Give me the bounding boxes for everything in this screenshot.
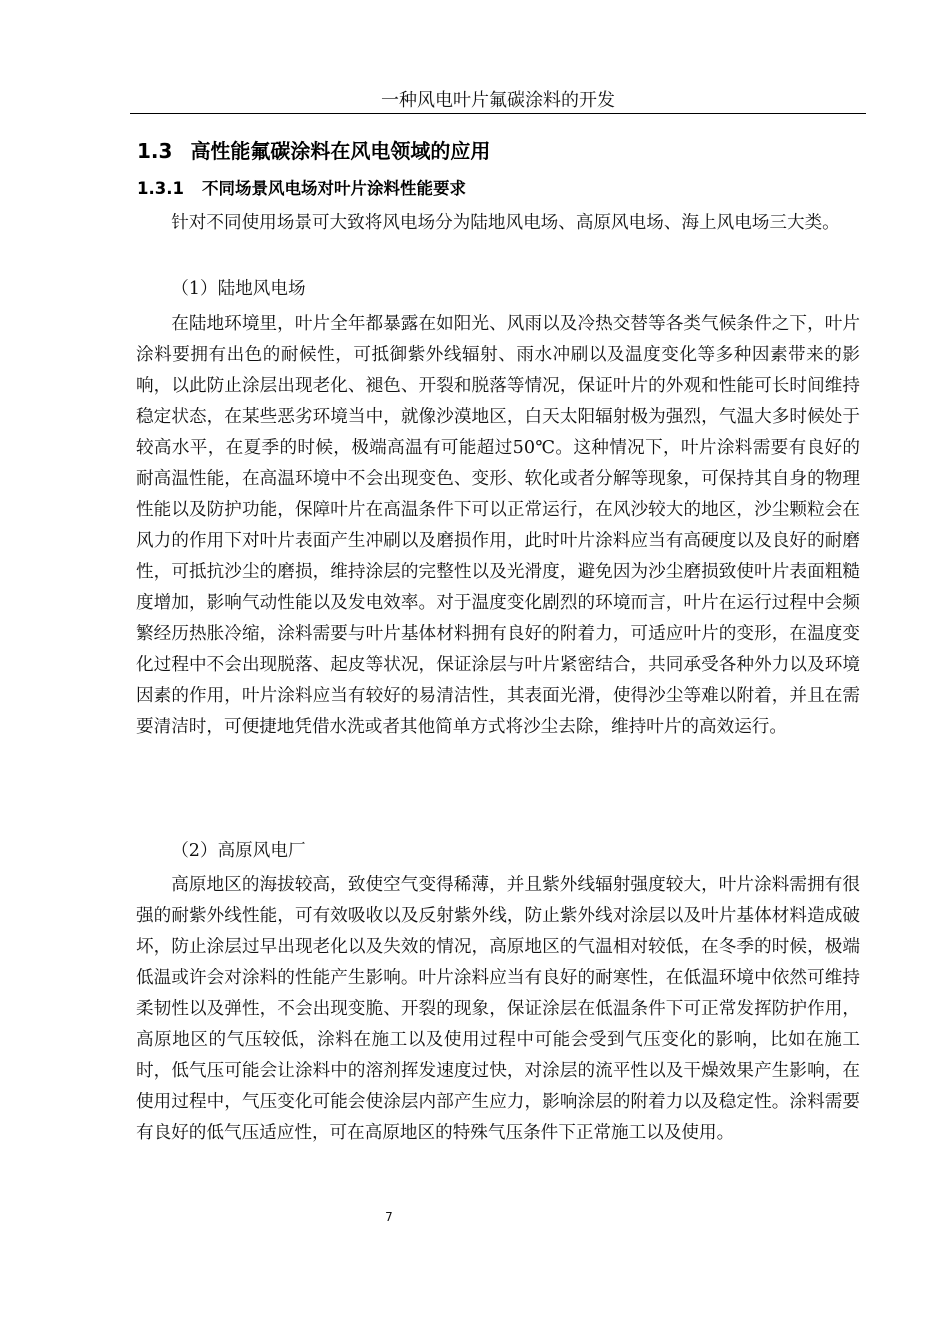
section-number: 1.3 (137, 139, 173, 163)
item1-heading: （1）陆地风电场 (171, 279, 306, 299)
item1-paragraph: 在陆地环境里，叶片全年都暴露在如阳光、风雨以及冷热交替等各类气候条件之下，叶片涂料要拥有出色的耐候性，可抵御紫外线辐射、雨水冲刷以及温度变化等多种因素带来的影响，以此防止涂层出现老化、褪色、开裂和脱落等情况，保证叶片的外观和性能可长时间维持稳定状态，在某些恶劣环境当中，就像沙漠地区，白天太阳辐射极为强烈，气温大多时候处于较高水平，在夏季的时候，极端高温有可能超过50℃。这种情况下，叶片涂料需要有良好的耐高温性能，在高温环境中不会出现变色、变形、软化或者分解等现象，可保持其自身的物理性能以及防护功能，保障叶片在高温条件下可以正常运行，在风沙较大的地区，沙尘颗粒会在风力的作用下对叶片表面产生冲刷以及磨损作用，此时叶片涂料应当有高硬度以及良好的耐磨性，可抵抗沙尘的磨损，维持涂层的完整性以及光滑度，避免因为沙尘磨损致使叶片表面粗糙度增加，影响气动性能以及发电效率。对于温度变化剧烈的环境而言，叶片在运行过程中会频繁经历热胀冷缩，涂料需要与叶片基体材料拥有良好的附着力，可适应叶片的变形，在温度变化过程中不会出现脱落、起皮等状况，保证涂层与叶片紧密结合，共同承受各种外力以及环境因素的作用，叶片涂料应当有较好的易清洁性，其表面光滑，使得沙尘等难以附着，并且在需要清洁时，可便捷地凭借水洗或者其他简单方式将沙尘去除，维持叶片的高效运行。 (136, 314, 860, 737)
header-divider (130, 113, 866, 114)
intro-paragraph: 针对不同使用场景可大致将风电场分为陆地风电场、高原风电场、海上风电场三大类。 (171, 213, 840, 233)
subsection-number: 1.3.1 (137, 179, 184, 198)
subsection-title: 不同场景风电场对叶片涂料性能要求 (201, 179, 466, 198)
section-heading (137, 137, 490, 165)
subsection-heading (137, 177, 466, 201)
page-number: 7 (385, 1210, 393, 1224)
section-title: 高性能氟碳涂料在风电领域的应用 (190, 139, 491, 163)
item2-heading: （2）高原风电厂 (171, 841, 306, 861)
item2-paragraph: 高原地区的海拔较高，致使空气变得稀薄，并且紫外线辐射强度较大，叶片涂料需拥有很强的耐紫外线性能，可有效吸收以及反射紫外线，防止紫外线对涂层以及叶片基体材料造成破坏，防止涂层过早出现老化以及失效的情况，高原地区的气温相对较低，在冬季的时候，极端低温或许会对涂料的性能产生影响。叶片涂料应当有良好的耐寒性，在低温环境中依然可维持柔韧性以及弹性，不会出现变脆、开裂的现象，保证涂层在低温条件下可正常发挥防护作用，高原地区的气压较低，涂料在施工以及使用过程中可能会受到气压变化的影响，比如在施工时，低气压可能会让涂料中的溶剂挥发速度过快，对涂层的流平性以及干燥效果产生影响，在使用过程中，气压变化可能会使涂层内部产生应力，影响涂层的附着力以及稳定性。涂料需要有良好的低气压适应性，可在高原地区的特殊气压条件下正常施工以及使用。 (136, 875, 860, 1143)
running-header: 一种风电叶片氟碳涂料的开发 (381, 90, 615, 111)
